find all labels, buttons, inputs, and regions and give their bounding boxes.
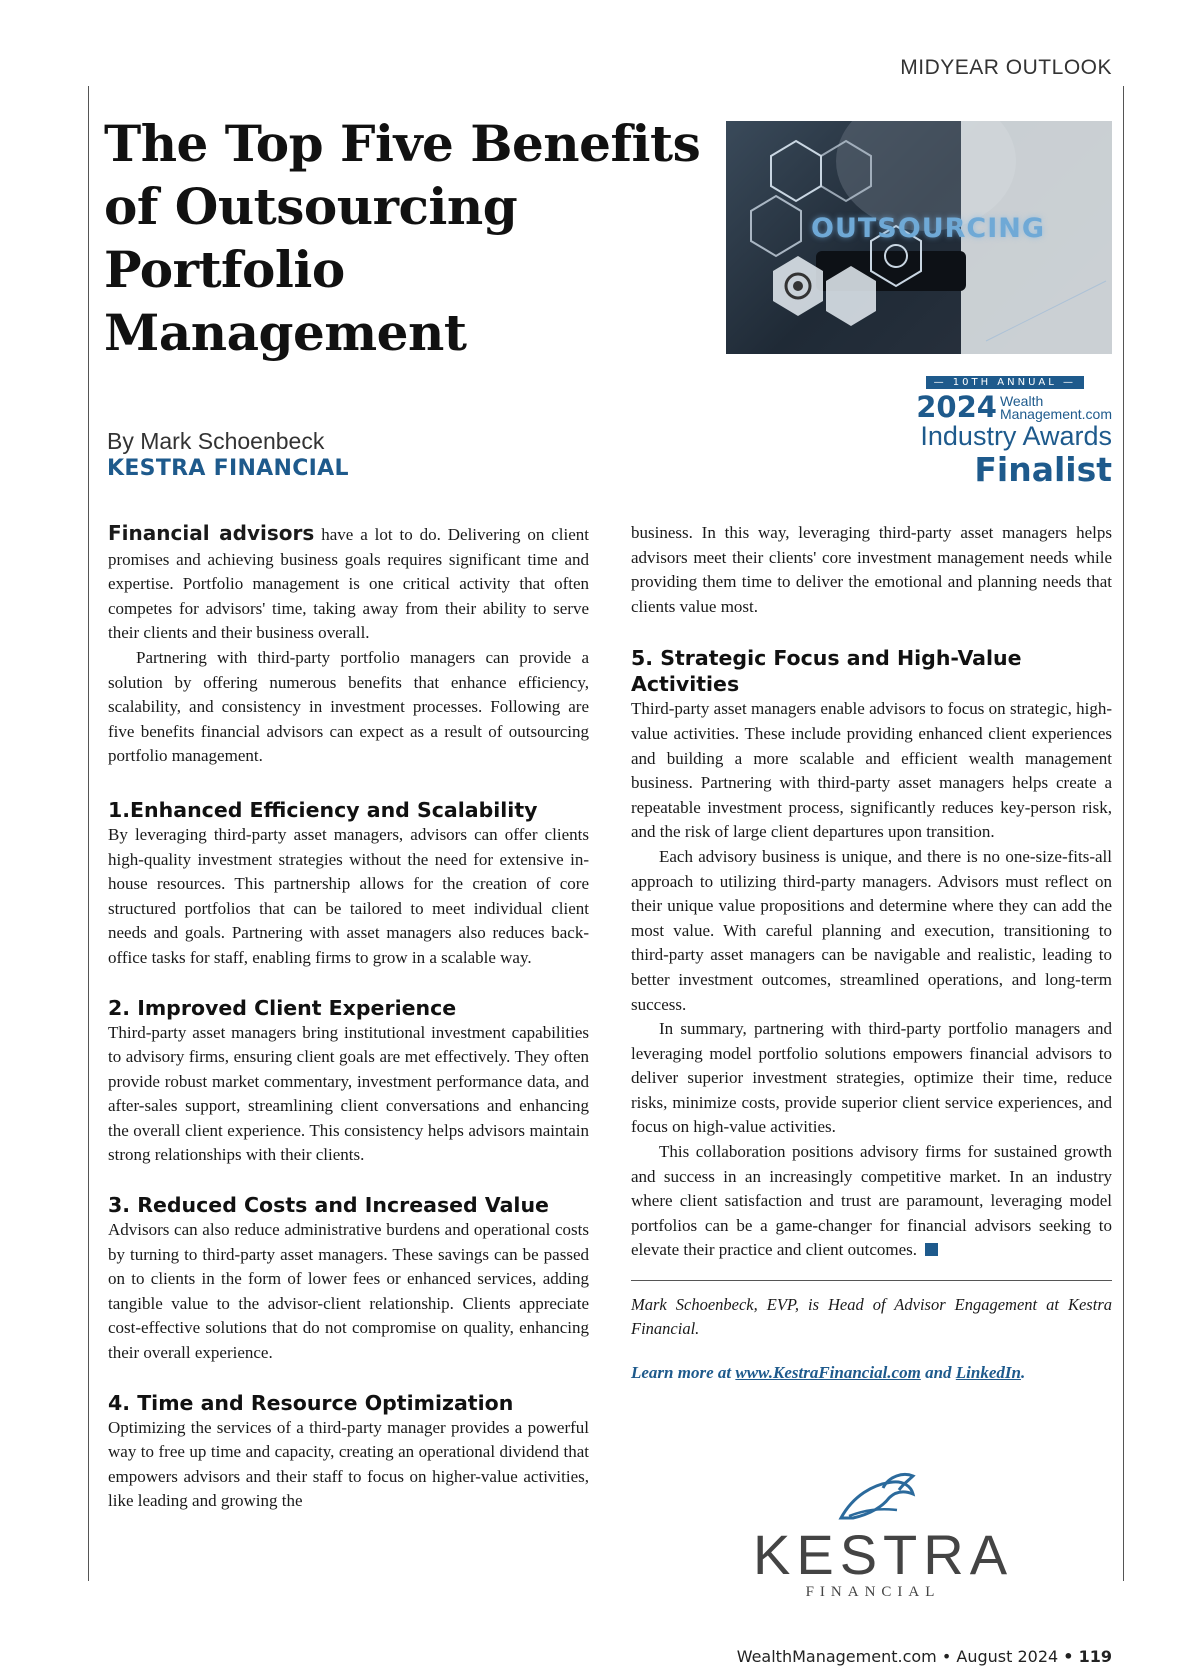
section-heading-3: 3. Reduced Costs and Increased Value	[108, 1193, 549, 1218]
author-bio: Mark Schoenbeck, EVP, is Head of Advisor Engagement at Kestra Financial.	[631, 1295, 1112, 1339]
section-heading-1: 1.Enhanced Efficiency and Scalability	[108, 797, 538, 822]
hero-image	[726, 121, 1112, 354]
bio-divider	[631, 1280, 1112, 1281]
award-site-line2: Management.com	[999, 406, 1112, 422]
logo-subtitle: FINANCIAL	[805, 1584, 941, 1600]
award-annual-label: — 10TH ANNUAL —	[926, 376, 1084, 389]
right-margin-rule	[1123, 86, 1124, 1581]
page-number: 119	[1078, 1647, 1112, 1666]
section-body-5: Third-party asset managers enable advisors to focus on strategic, high-value activities. These include providing enhanced client experiences and building a more scalable and efficient wealth management business. Partnering with third-party asset managers helps create a repeatable investment process, significantly reduces key-person risk, and the risk of large client departures upon transition.	[631, 699, 1112, 842]
section-body-4: Optimizing the services of a third-party manager provides a powerful way to free up time and capacity, creating an operational dividend that empowers advisors and their staff to focus on higher-value activities, like leading and growing the	[108, 1417, 589, 1511]
section-label: MIDYEAR OUTLOOK	[900, 56, 1112, 79]
closing-text: This collaboration positions advisory firms for sustained growth and success in an increasingly competitive market. In an industry where client satisfaction and trust are paramount, leveraging model portfolios can be a game-changer for financial advisors seeking to elevate their practice and client outcomes.	[631, 1142, 1112, 1260]
article-title: The Top Five Benefits of Outsourcing Portfolio Management	[104, 114, 701, 362]
end-mark-icon	[925, 1243, 938, 1256]
left-margin-rule	[88, 86, 89, 1581]
learn-more	[631, 1361, 1112, 1386]
award-year: 2024	[916, 390, 997, 424]
summary-paragraph: In summary, partnering with third-party portfolio managers and leveraging model portfolio solutions empowers financial advisors to deliver superior investment strategies, optimize their time, reduce risks, minimize costs, provide superior client service experiences, and focus on high-value activities.	[631, 1019, 1112, 1137]
section-heading-2: 2. Improved Client Experience	[108, 995, 457, 1020]
intro-paragraph	[108, 521, 589, 646]
section-heading-5: 5. Strategic Focus and High-Value Activities	[631, 646, 1022, 697]
footer-separator: •	[941, 1647, 952, 1666]
section-heading-4: 4. Time and Resource Optimization	[108, 1390, 514, 1415]
footer-date: August 2024	[956, 1647, 1059, 1666]
intro-text: have a lot to do. Delivering on client promises and achieving business goals requires significant time and expertise. Portfolio management is one critical activity that often competes for advisors' time, taking away from their ability to serve their clients and their business overall.	[108, 525, 590, 643]
closing-paragraph	[631, 1140, 1112, 1263]
kestra-bird-icon	[753, 1466, 993, 1526]
award-status: Finalist	[974, 450, 1112, 489]
linkedin-link[interactable]: LinkedIn	[955, 1363, 1021, 1383]
learn-more-suffix: .	[1020, 1363, 1026, 1383]
hero-overlay-text: OUTSOURCING	[811, 213, 1046, 244]
section-body-3: Advisors can also reduce administrative burdens and operational costs by turning to third-party asset managers. These savings can be passed on to clients in the form of lower fees or enhanced services, adding tangible value to the advisor-client relationship. Clients appreciate cost-effective solutions that do not compromise on quality, enhancing their overall experience.	[108, 1220, 589, 1363]
learn-more-prefix: Learn more at	[631, 1363, 732, 1383]
right-column	[631, 521, 1112, 1386]
byline-author: By Mark Schoenbeck	[107, 428, 325, 454]
section-body-4-continued: business. In this way, leveraging third-party asset managers helps advisors meet their clients' core investment management needs while providing them time to deliver the emotional and planning needs that clients value most.	[631, 523, 1112, 616]
byline-organization: KESTRA FINANCIAL	[107, 456, 349, 481]
learn-more-and: and	[925, 1363, 952, 1383]
section-body-1: By leveraging third-party asset managers, advisors can offer clients high-quality investment strategies without the need for extensive in-house resources. This partnership allows for the creation of core structured portfolios that can be tailored to meet individual client needs and goals. Partnering with asset managers also reduces back-office tasks for staff, enabling firms to grow in a scalable way.	[108, 824, 589, 967]
award-title: Industry Awards	[920, 421, 1112, 451]
award-site-line1: Wealth	[999, 393, 1044, 409]
award-badge	[882, 372, 1112, 488]
lead-in: Financial advisors	[108, 521, 315, 545]
body-paragraph: Partnering with third-party portfolio managers can provide a solution by offering numerous benefits that enhance efficiency, scalability, and consistency in investment processes. Following are five benefits financial advisors can expect as a result of outsourcing portfolio management.	[108, 647, 589, 766]
section-body-2: Third-party asset managers bring institutional investment capabilities to advisory firms, ensuring client goals are met effectively. They often provide robust market commentary, investment performance data, and after-sales support, streamlining client conversations and enhancing the overall client experience. This consistency helps advisors maintain strong relationships with their clients.	[108, 1022, 589, 1165]
kestra-website-link[interactable]: www.KestraFinancial.com	[735, 1363, 921, 1383]
page-footer	[737, 1647, 1112, 1666]
left-column	[108, 521, 589, 1514]
footer-site: WealthManagement.com	[736, 1647, 937, 1666]
kestra-logo	[753, 1470, 1014, 1610]
logo-wordmark: KESTRA	[753, 1523, 1014, 1586]
footer-separator: •	[1063, 1647, 1074, 1666]
body-paragraph: Each advisory business is unique, and there is no one-size-fits-all approach to utilizing third-party managers. Advisors must reflect on their unique value propositions and determine where they can add the most value. With careful planning and execution, transitioning to third-party asset managers can be navigable and realistic, leading to better investment outcomes, streamlined operations, and long-term success.	[631, 846, 1112, 1014]
